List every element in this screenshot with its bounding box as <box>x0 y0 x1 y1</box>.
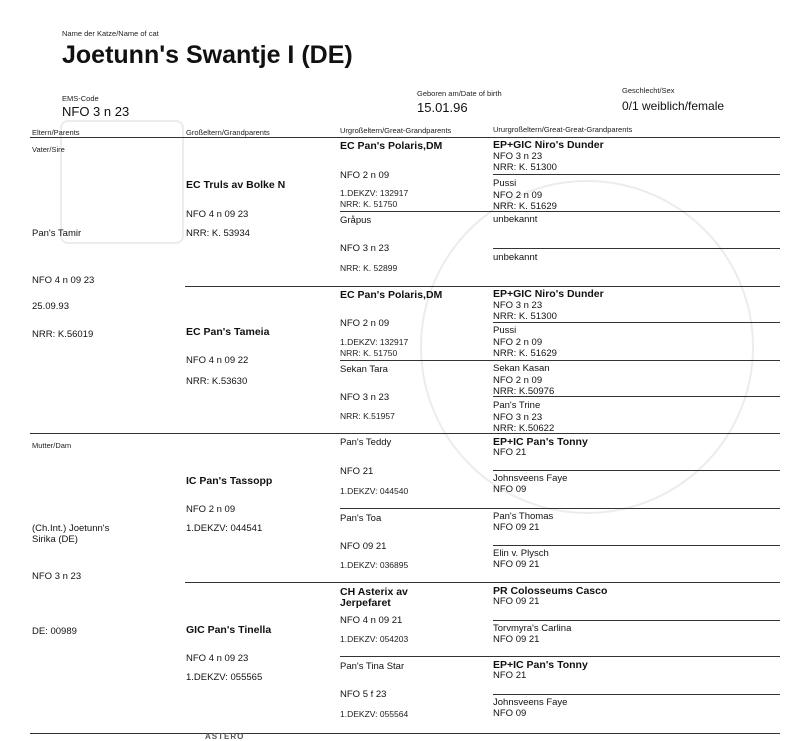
name-line: Jerpefaret <box>340 597 391 609</box>
great-grandparent-registration: NRR: K. 52899 <box>340 263 398 273</box>
registration-line: 1.DEKZV: 132917 <box>340 188 409 198</box>
sex-label: Geschlecht/Sex <box>622 86 675 95</box>
ggg-name: EP+GIC Niro's Dunder <box>493 288 604 300</box>
gggp-divider-1 <box>493 174 780 175</box>
date-of-birth: 15.01.96 <box>417 100 468 115</box>
ems-code: NFO 3 n 23 <box>62 104 130 119</box>
great-grandparent-registration: 1.DEKZV: 044540 <box>340 486 409 496</box>
great-grandparent-name: Gråpus <box>340 215 372 226</box>
dam-registration: DE: 00989 <box>32 626 77 637</box>
great-grandparent-ems: NFO 3 n 23 <box>340 243 390 254</box>
dam-name <box>32 523 109 545</box>
ggp-divider-4 <box>340 656 780 657</box>
header-parents: Eltern/Parents <box>32 128 80 137</box>
dam-ems: NFO 3 n 23 <box>32 571 82 582</box>
ggg-info: NFO 09 21 <box>493 596 540 607</box>
gggp-divider-6 <box>493 545 780 546</box>
ggg-info: NFO 09 21 <box>493 559 540 570</box>
great-grandparent-registration: 1.DEKZV: 054203 <box>340 634 409 644</box>
sire-dob: 25.09.93 <box>32 301 69 312</box>
gggp-divider-8 <box>493 694 780 695</box>
ggp-divider-3 <box>340 508 780 509</box>
registration-line: NRR: K. 51750 <box>340 348 398 358</box>
header-great-great-grandparents: Ururgroßeltern/Great-Great-Grandparents <box>493 125 633 134</box>
great-grandparent-ems: NFO 5 f 23 <box>340 689 387 700</box>
gggp-divider-5 <box>493 470 780 471</box>
dam-label: Mutter/Dam <box>32 441 72 450</box>
ggg-name: Pan's Thomas <box>493 511 554 522</box>
sex: 0/1 weiblich/female <box>622 99 725 113</box>
registration-line: NRR: K. 51750 <box>340 199 398 209</box>
grandparent-registration: 1.DEKZV: 055565 <box>186 672 263 683</box>
ggg-name: Elin v. Plysch <box>493 548 549 559</box>
stamp-fragment: ASTERO <box>205 732 245 741</box>
ggg-name: EP+GIC Niro's Dunder <box>493 139 604 151</box>
great-grandparent-ems: NFO 4 n 09 21 <box>340 615 403 626</box>
great-grandparent-registration: 1.DEKZV: 055564 <box>340 709 409 719</box>
ggg-name: EP+IC Pan's Tonny <box>493 659 588 671</box>
cat-name: Joetunn's Swantje I (DE) <box>62 41 353 69</box>
header-divider <box>30 137 780 138</box>
great-grandparent-ems: NFO 2 n 09 <box>340 318 390 329</box>
ggg-name: Johnsveens Faye <box>493 473 568 484</box>
ggg-info: NFO 2 n 09 NRR: K. 51629 <box>493 190 557 212</box>
sire-name: Pan's Tamir <box>32 228 82 239</box>
ggg-name: Johnsveens Faye <box>493 697 568 708</box>
gggp-divider-7 <box>493 620 780 621</box>
grandparent-name: GIC Pan's Tinella <box>186 624 272 636</box>
grandparent-ems: NFO 4 n 09 23 <box>186 209 249 220</box>
dam-name-line-2: Sirika (DE) <box>32 534 78 545</box>
ggg-name: Pussi <box>493 178 517 189</box>
ggp-divider-2 <box>340 360 780 361</box>
ggg-name: unbekannt <box>493 252 538 263</box>
great-grandparent-ems: NFO 2 n 09 <box>340 170 390 181</box>
ggg-name: Sekan Kasan <box>493 363 550 374</box>
great-grandparent-registration: 1.DEKZV: 036895 <box>340 560 409 570</box>
ggg-info: NFO 3 n 23 NRR: K. 51300 <box>493 300 557 322</box>
grandparent-registration: NRR: K. 53934 <box>186 228 250 239</box>
great-grandparent-name: Sekan Tara <box>340 364 388 375</box>
great-grandparent-name: Pan's Tina Star <box>340 661 405 672</box>
bottom-divider <box>30 733 780 734</box>
ggg-info: NFO 3 n 23 NRR: K. 51300 <box>493 151 557 173</box>
watermark-circle <box>420 180 754 514</box>
ggg-info: NFO 09 <box>493 484 527 495</box>
registration-line: 1.DEKZV: 132917 <box>340 337 409 347</box>
sire-ems: NFO 4 n 09 23 <box>32 275 95 286</box>
ggg-name: Pan's Trine <box>493 400 541 411</box>
ggg-info: NFO 09 <box>493 708 527 719</box>
ggg-info: NFO 21 <box>493 447 527 458</box>
ggg-name: Pussi <box>493 325 517 336</box>
gggp-divider-2 <box>493 248 780 249</box>
great-grandparent-name <box>340 587 408 609</box>
grandparent-ems: NFO 2 n 09 <box>186 504 236 515</box>
dob-label: Geboren am/Date of birth <box>417 89 502 98</box>
ggg-info: NFO 2 n 09 NRR: K. 51629 <box>493 337 557 359</box>
ggg-name: Torvmyra's Carlina <box>493 623 572 634</box>
gggp-divider-3 <box>493 322 780 323</box>
gp-divider-1 <box>185 286 780 287</box>
great-grandparent-name: Pan's Teddy <box>340 437 392 448</box>
ggg-info: NFO 2 n 09 NRR: K.50976 <box>493 375 555 397</box>
ggg-name: PR Colosseums Casco <box>493 585 608 597</box>
grandparent-registration: NRR: K.53630 <box>186 376 248 387</box>
header-grandparents: Großeltern/Grandparents <box>186 128 270 137</box>
grandparent-name: EC Pan's Tameia <box>186 326 270 338</box>
ggp-divider-1 <box>340 211 780 212</box>
great-grandparent-name: EC Pan's Polaris,DM <box>340 289 443 301</box>
header-great-grandparents: Urgroßeltern/Great-Grandparents <box>340 126 452 135</box>
grandparent-name: IC Pan's Tassopp <box>186 475 273 487</box>
sire-label: Vater/Sire <box>32 145 65 154</box>
ggg-name: EP+IC Pan's Tonny <box>493 436 588 448</box>
great-grandparent-ems: NFO 3 n 23 <box>340 392 390 403</box>
grandparent-ems: NFO 4 n 09 23 <box>186 653 249 664</box>
grandparent-ems: NFO 4 n 09 22 <box>186 355 249 366</box>
ggg-name: unbekannt <box>493 214 538 225</box>
grandparent-registration: 1.DEKZV: 044541 <box>186 523 263 534</box>
ggg-info: NFO 09 21 <box>493 522 540 533</box>
dam-name-line-1: (Ch.Int.) Joetunn's <box>32 523 110 534</box>
great-grandparent-name: Pan's Toa <box>340 513 382 524</box>
name-line: CH Asterix av <box>340 586 408 598</box>
gp-divider-2 <box>185 582 780 583</box>
great-grandparent-ems: NFO 09 21 <box>340 541 387 552</box>
watermark-box <box>60 120 184 244</box>
great-grandparent-name: EC Pan's Polaris,DM <box>340 140 443 152</box>
sire-registration: NRR: K.56019 <box>32 329 94 340</box>
ems-label: EMS-Code <box>62 94 99 103</box>
great-grandparent-registration: NRR: K.51957 <box>340 411 395 421</box>
ggg-info: NFO 3 n 23 NRR: K.50622 <box>493 412 555 434</box>
great-grandparent-ems: NFO 21 <box>340 466 374 477</box>
grandparent-name: EC Truls av Bolke N <box>186 179 286 191</box>
ggg-info: NFO 21 <box>493 670 527 681</box>
great-grandparent-registration <box>340 337 408 359</box>
sire-dam-divider <box>30 433 780 434</box>
great-grandparent-registration <box>340 188 408 210</box>
cat-name-label: Name der Katze/Name of cat <box>62 29 159 38</box>
ggg-info: NFO 09 21 <box>493 634 540 645</box>
